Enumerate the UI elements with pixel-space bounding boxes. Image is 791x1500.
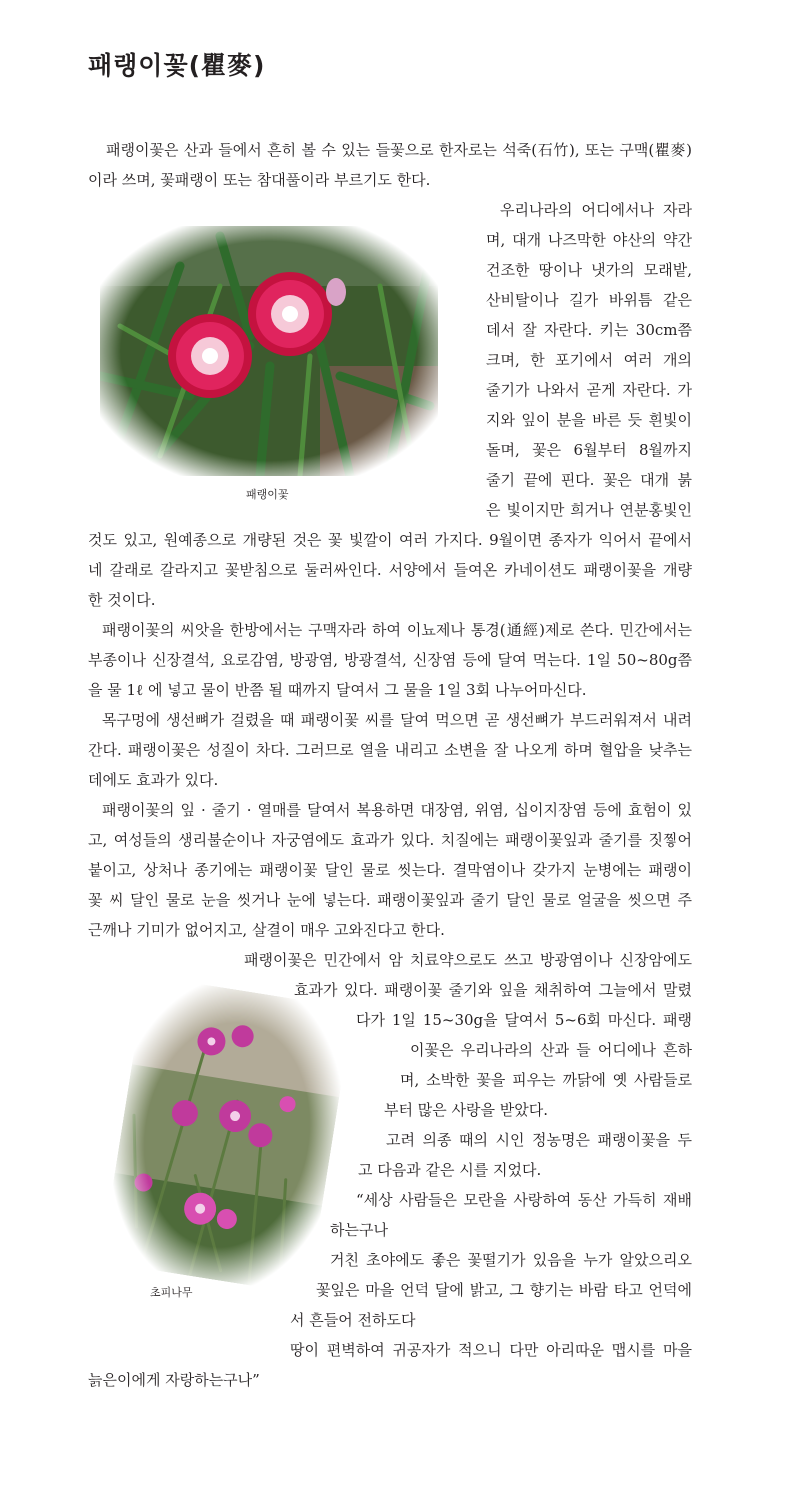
body-text-line: “세상 사람들은 모란을 사랑하여 동산 가득히 재배 [356, 1191, 692, 1209]
body-text-line: 지와 잎이 분을 바른 듯 흰빛이 [486, 411, 692, 429]
body-text-line: 효과가 있다. 패랭이꽃 줄기와 잎을 채취하여 그늘에서 말렸 [294, 981, 692, 999]
body-text-line: 고 다음과 같은 시를 지었다. [358, 1161, 542, 1179]
body-text-line: 패랭이꽃의 잎 · 줄기 · 열매를 달여서 복용하면 대장염, 위염, 십이지장염 등에 효험이 있 [102, 801, 692, 819]
photo-caption: 패랭이꽃 [246, 488, 289, 501]
body-text-line: 거친 초야에도 좋은 꽃떨기가 있음을 누가 알았으리오 [330, 1251, 692, 1269]
photo-caption: 초피나무 [150, 1286, 193, 1299]
body-text-line: 한 것이다. [88, 591, 156, 609]
body-text-line: 간다. 패랭이꽃은 성질이 차다. 그러므로 열을 내리고 소변을 잘 나오게 하며 혈압을 낮추는 [88, 741, 692, 759]
body-text-line: 부종이나 신장결석, 요로감염, 방광염, 방광결석, 신장염 등에 달여 먹는다. 1일 50~80g쯤 [88, 651, 692, 669]
body-text-line: 데에도 효과가 있다. [88, 771, 219, 789]
body-text-line: 패랭이꽃의 씨앗을 한방에서는 구맥자라 하여 이뇨제나 통경(通經)제로 쓴다. 민간에서는 [102, 621, 692, 639]
body-text-line: 은 빛이지만 희거나 연분홍빛인 [486, 501, 692, 519]
body-text-line: 근깨나 기미가 없어지고, 살결이 매우 고와진다고 한다. [88, 921, 445, 939]
body-text-line: 이꽃은 우리나라의 산과 들 어디에나 흔하 [410, 1041, 692, 1059]
dianthus-flower-photo [100, 226, 438, 476]
body-text-line: 우리나라의 어디에서나 자라 [500, 201, 692, 219]
body-text-line: 붙이고, 상처나 종기에는 패랭이꽃 달인 물로 씻는다. 결막염이나 갖가지 눈병에는 패랭이 [88, 861, 692, 879]
body-text-line: 패랭이꽃은 산과 들에서 흔히 볼 수 있는 들꽃으로 한자로는 석죽(石竹), 또는 구맥(瞿麥) [106, 141, 692, 159]
body-text-line: 산비탈이나 길가 바위틈 같은 [486, 291, 692, 309]
body-text-line: 땅이 편벽하여 귀공자가 적으니 다만 아리따운 맵시를 마을 [290, 1341, 692, 1359]
body-text-line: 목구멍에 생선뼈가 걸렸을 때 패랭이꽃 씨를 달여 먹으면 곧 생선뼈가 부드러워져서 내려 [102, 711, 692, 729]
body-text-line: 부터 많은 사랑을 받았다. [384, 1101, 548, 1119]
body-text-line: 꽃잎은 마을 언덕 달에 밝고, 그 향기는 바람 타고 언덕에 [316, 1281, 692, 1299]
body-text-line: 고려 의종 때의 시인 정농명은 패랭이꽃을 두 [386, 1131, 692, 1149]
body-text-line: 크며, 한 포기에서 여러 개의 [486, 351, 692, 369]
body-text-line: 네 갈래로 갈라지고 꽃받침으로 둘러싸인다. 서양에서 들여온 카네이션도 패랭이꽃을 개량 [88, 561, 692, 579]
body-text-line: 며, 소박한 꽃을 피우는 까닭에 옛 사람들로 [400, 1071, 692, 1089]
body-text-line: 건조한 땅이나 냇가의 모래밭, [486, 261, 692, 279]
body-text-line: 하는구나 [330, 1221, 388, 1239]
body-text-line: 서 흔들어 전하도다 [290, 1311, 416, 1329]
body-text-line: 고, 여성들의 생리불순이나 자궁염에도 효과가 있다. 치질에는 패랭이꽃잎과 줄기를 짓찧어 [88, 831, 692, 849]
body-text-line: 데서 잘 자란다. 키는 30cm쯤 [486, 321, 692, 339]
body-text-line: 것도 있고, 원예종으로 개량된 것은 꽃 빛깔이 여러 가지다. 9월이면 종자가 익어서 끝에서 [88, 531, 692, 549]
body-text-line: 꽃 씨 달인 물로 눈을 씻거나 눈에 넣는다. 패랭이꽃잎과 줄기 달인 물로 얼굴을 씻으면 주 [88, 891, 692, 909]
body-text-line: 을 물 1ℓ 에 넣고 물이 반쯤 될 때까지 달여서 그 물을 1일 3회 나누어마신다. [88, 681, 587, 699]
body-text-line: 다가 1일 15~30g을 달여서 5~6회 마신다. 패랭 [356, 1011, 692, 1029]
body-text-line: 돌며, 꽃은 6월부터 8월까지 [486, 441, 692, 459]
body-text-line: 줄기 끝에 핀다. 꽃은 대개 붉 [486, 471, 692, 489]
wildflower-photo [101, 975, 354, 1294]
body-text-line: 줄기가 나와서 곧게 자란다. 가 [486, 381, 692, 399]
body-text-line: 이라 쓰며, 꽃패랭이 또는 참대풀이라 부르기도 한다. [88, 171, 431, 189]
body-text-line: 패랭이꽃은 민간에서 암 치료약으로도 쓰고 방광염이나 신장암에도 [244, 951, 692, 969]
page-title: 패랭이꽃(瞿麥) [88, 51, 266, 80]
body-text-line: 늙은이에게 자랑하는구나” [88, 1371, 260, 1389]
body-text-line: 며, 대개 나즈막한 야산의 약간 [486, 231, 692, 249]
